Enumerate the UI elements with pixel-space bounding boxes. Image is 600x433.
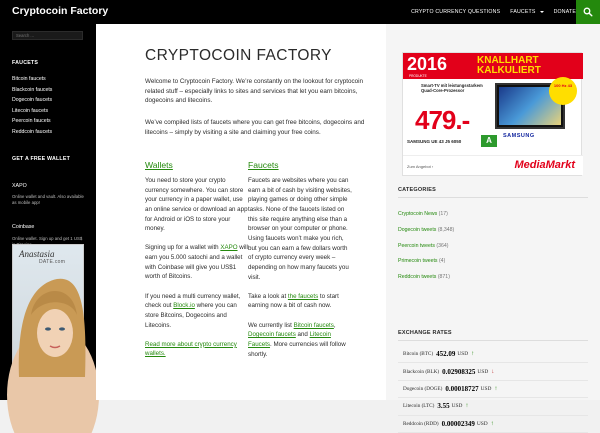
faucets-look-paragraph: Take a look at the faucets to start earning now a bit of cash now. [248, 292, 339, 310]
coin-name: Blackcoin (BLK) [403, 368, 440, 375]
intro-paragraph-faucets: We’ve compiled lists of faucets where you can get free bitcoins, dogecoins and litecoins – simply by visiting a site and claiming your free coins. [145, 119, 365, 136]
search-input[interactable]: Search ... [12, 31, 83, 40]
list-item [12, 116, 84, 127]
table-row [398, 398, 588, 415]
arrow-up-icon: ↑ [465, 403, 469, 410]
arrow-down-icon: ↓ [491, 368, 495, 375]
coin-rate: 0.02908325 [442, 367, 476, 376]
arrow-up-icon: ↑ [490, 420, 494, 427]
wallets-more-paragraph [145, 340, 249, 359]
coin-rate: 452.09 [436, 350, 456, 359]
coin-name: Dogecoin (DOGE) [403, 385, 443, 392]
list-item [12, 127, 84, 138]
coin-currency: USD [451, 403, 463, 410]
coin-rate: 0.00002349 [441, 419, 475, 428]
ad-logo-sub: DATE.com [39, 259, 66, 265]
ad-product-name: SAMSUNG UE 43 J5 6050 [407, 139, 462, 144]
sidebar-link-blackcoin-faucets[interactable]: Blackcoin faucets [12, 86, 53, 93]
divider [398, 197, 588, 198]
ad-store-logo: MediaMarkt [514, 159, 575, 171]
list-item [398, 270, 454, 286]
coin-name: Litecoin (LTC) [403, 403, 435, 410]
coin-rate: 3.55 [437, 402, 450, 411]
coin-currency: USD [476, 420, 488, 427]
faucets-heading-link[interactable]: Faucets [248, 160, 279, 170]
right-sidebar [386, 24, 600, 428]
wallet-item-xapo [12, 174, 84, 207]
ad-year-sub: PRODUKTE [409, 74, 427, 78]
ad-portrait-image [13, 245, 85, 377]
xapo-link[interactable]: XAPO [220, 244, 238, 252]
divider [398, 340, 588, 341]
table-row [398, 346, 588, 363]
arrow-up-icon: ↑ [494, 385, 498, 392]
faucets-column [248, 160, 352, 369]
exchange-rates-list [398, 346, 588, 433]
category-link-dogecoin-tweets[interactable]: Dogecoin tweets [398, 226, 437, 233]
sidebar-link-peercoin-faucets[interactable]: Peercoin faucets [12, 118, 51, 125]
nav-item-donate[interactable]: DONATE [553, 9, 576, 15]
wallet-description: Online wallet and vault. Also available as mobile app! [12, 194, 84, 206]
litecoin-faucets-link[interactable]: Litecoin Faucets [248, 331, 331, 348]
site-header [0, 0, 600, 24]
wallet-item-coinbase [12, 215, 84, 248]
search-icon [583, 7, 593, 17]
energy-label-badge: A [481, 135, 497, 147]
dogecoin-faucets-link[interactable]: Dogecoin faucets [248, 331, 296, 339]
sidebar-link-dogecoin-faucets[interactable]: Dogecoin faucets [12, 97, 53, 104]
sidebar-link-bitcoin-faucets[interactable]: Bitcoin faucets [12, 76, 46, 82]
ad-logo: Anastasia [19, 249, 55, 259]
category-link-primecoin-tweets[interactable]: Primecoin tweets [398, 258, 438, 265]
ad-year: 2016 [407, 54, 448, 74]
nav-item-crypto-questions[interactable]: CRYPTO CURRENCY QUESTIONS [411, 9, 501, 15]
category-link-reddcoin-tweets[interactable]: Reddcoin tweets [398, 274, 437, 281]
faucets-paragraph: Faucets are websites where you can earn a bit of cash by visiting websites, playing games or doing other simple tasks. None of the faucets listed on this site require anything else than a browser on your computer or phone. Using faucets won’t make you rich, but you can earn a few dollars worth of crypto currency every week – depending on how many faucets you visit. [248, 177, 352, 281]
primary-nav [401, 0, 576, 24]
faucets-heading [248, 160, 352, 170]
ad-price: 479.- [415, 105, 470, 135]
main-content [96, 24, 386, 400]
list-item [12, 85, 84, 96]
coin-name: Reddcoin (RDD) [403, 420, 439, 427]
coin-currency: USD [477, 368, 489, 375]
the-faucets-link[interactable]: the faucets [287, 292, 319, 300]
coin-rate: 0.00018727 [445, 384, 479, 393]
ad-feature-text: Smart-TV mit leistungsstarkem Quad-Core-Prozessor [421, 83, 483, 93]
ad-cta: Zum Angebot › [407, 164, 434, 169]
advertisement-banner-right[interactable] [402, 52, 582, 176]
table-row [398, 381, 588, 398]
sidebar-link-litecoin-faucets[interactable]: Litecoin faucets [12, 107, 49, 114]
list-item [12, 106, 84, 117]
coin-currency: USD [457, 351, 469, 358]
exchange-rates-widget-title: EXCHANGE RATES [398, 330, 452, 336]
category-count: (364) [436, 242, 449, 249]
read-more-wallets-link[interactable]: Read more about crypto currency wallets. [145, 340, 237, 358]
coin-name: Bitcoin (BTC) [403, 351, 434, 358]
list-item [12, 74, 84, 85]
category-count: (17) [438, 211, 448, 217]
list-item [398, 239, 454, 255]
blockio-link[interactable]: Block.io [173, 302, 195, 310]
page-title: CRYPTOCOIN FACTORY [145, 47, 332, 64]
wallets-multi-paragraph: If you need a multi currency wallet, check out Block.io where you can store Bitcoins, Dogecoins and Litecoins. [145, 292, 241, 329]
advertisement-banner-left[interactable] [12, 244, 84, 376]
wallets-heading-link[interactable]: Wallets [145, 160, 173, 170]
bitcoin-faucets-link[interactable]: Bitcoin faucets [293, 321, 334, 329]
search-toggle-button[interactable] [576, 0, 600, 24]
intro-paragraph: Welcome to Cryptocoin Factory. We’re constantly on the lookout for cryptocoin related stuff – especially links to sites and services that let you earn bitcoins, dogecoins and litecoins. [145, 78, 364, 105]
category-count: (8,348) [437, 226, 455, 233]
wallet-widget-title: GET A FREE WALLET [12, 155, 71, 162]
list-item [398, 254, 454, 270]
chevron-down-icon [540, 11, 544, 13]
table-row [398, 416, 588, 433]
ad-headline: KNALLHART KALKULIERT [477, 55, 541, 76]
nav-item-faucets[interactable]: FAUCETS [510, 9, 543, 15]
site-title[interactable]: Cryptocoin Factory [12, 5, 109, 17]
ad-starburst-badge: 100 Hz 43 [549, 77, 577, 105]
wallet-link-coinbase[interactable]: Coinbase [12, 224, 35, 231]
wallets-signup-paragraph: Signing up for a wallet with XAPO will earn you 5.000 satochi and a wallet with Coinbase will give you US$1 worth of Bitcoins. [145, 244, 248, 281]
category-link-peercoin-tweets[interactable]: Peercoin tweets [398, 242, 435, 249]
category-count: (4) [438, 258, 446, 265]
wallet-link-xapo[interactable]: XAPO [12, 182, 27, 189]
ad-brand: SAMSUNG [503, 133, 535, 139]
categories-widget-title: CATEGORIES [398, 187, 436, 193]
category-count: (871) [437, 274, 450, 281]
wallet-description: Online wallet. Sign up and get 1 US$ [12, 235, 83, 241]
faucets-widget-title: FAUCETS [12, 60, 39, 66]
table-row [398, 363, 588, 380]
coin-currency: USD [480, 385, 492, 392]
list-item [398, 223, 454, 239]
wallets-column [145, 160, 249, 369]
categories-list [398, 207, 454, 286]
wallets-paragraph: You need to store your crypto currency somewhere. You can store your currency in a paper wallet, use an online service or download an app for Android or iOS to store your money. [145, 177, 248, 233]
list-item [398, 207, 454, 223]
arrow-up-icon: ↑ [471, 351, 475, 358]
wallets-heading [145, 160, 249, 170]
ad-footer [403, 155, 583, 175]
list-item [12, 95, 84, 106]
sidebar-link-reddcoin-faucets[interactable]: Reddcoin faucets [12, 128, 53, 135]
category-link-cryptocoin-news[interactable]: Cryptocoin News [398, 211, 438, 217]
faucets-list-paragraph: We currently list Bitcoin faucets, Dogecoin faucets and Litecoin Faucets. More currencies will follow shortly. [248, 321, 346, 358]
faucets-list [12, 74, 84, 138]
